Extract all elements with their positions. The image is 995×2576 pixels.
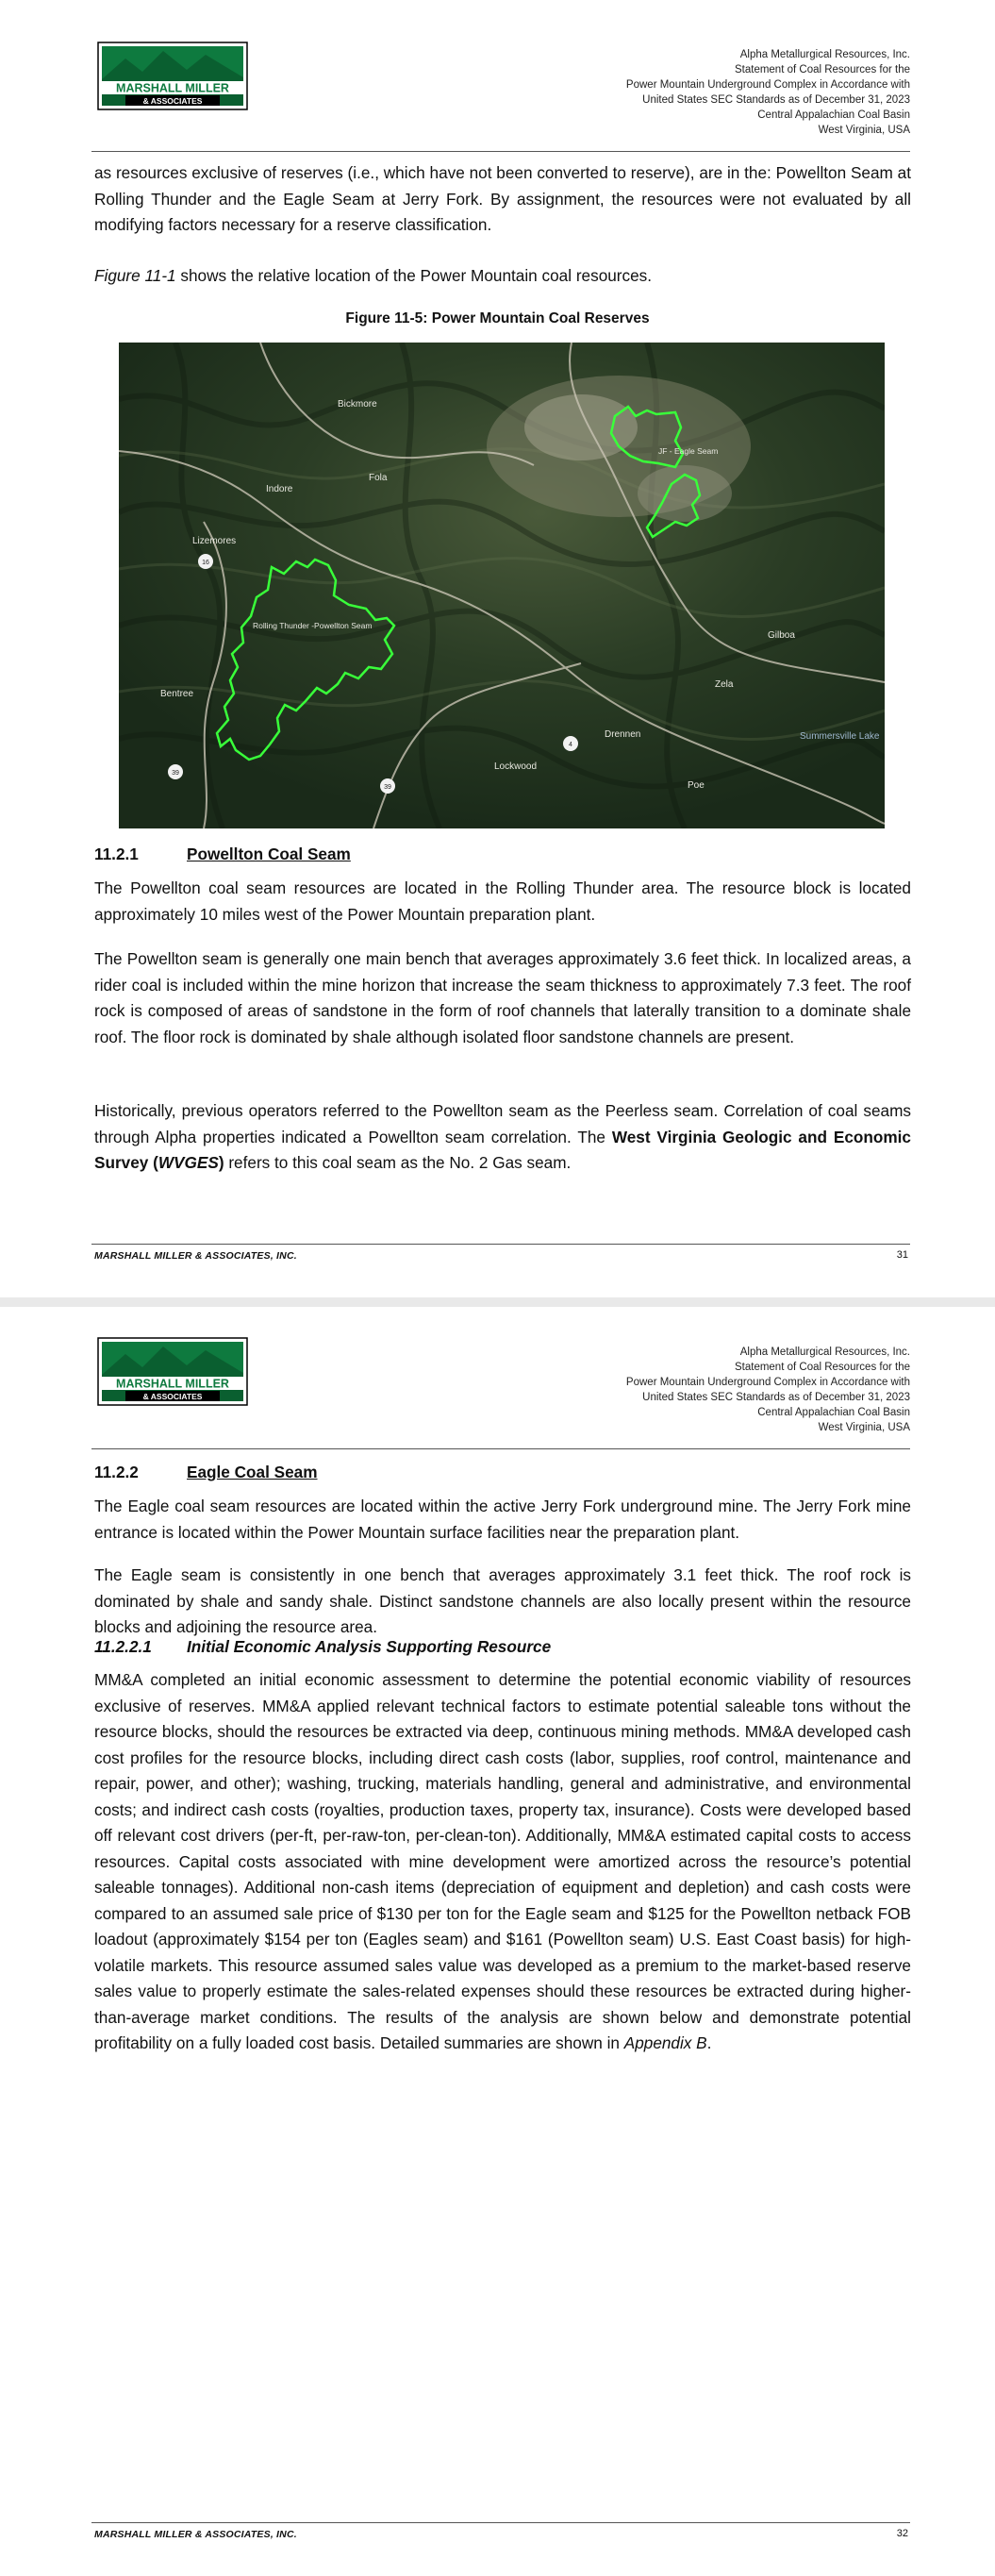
header-line: United States SEC Standards as of December 31, 2023 [642,1392,910,1403]
map-label-zela: Zela [715,679,734,690]
powellton-paragraph-3: Historically, previous operators referred to the Powellton seam as the Peerless seam. Correlation of coal seams through Alpha properties indicated a Powellton seam correlation. The West Virginia Geologic and Economic Survey (WVGES) refers to this coal seam as the No. 2 Gas seam. [94,1101,911,1172]
map-label-rolling-thunder: Rolling Thunder -Powellton Seam [253,621,373,630]
map-label-bentree: Bentree [160,689,194,699]
section-number: 11.2.1 [94,845,139,863]
section-title: Eagle Coal Seam [187,1463,318,1481]
svg-text:& ASSOCIATES: & ASSOCIATES [142,1392,203,1401]
header-line: Alpha Metallurgical Resources, Inc. [739,49,910,60]
map-label-indore: Indore [266,484,293,494]
route-shield [198,554,213,569]
map-label-poe: Poe [688,780,705,791]
svg-text:& ASSOCIATES: & ASSOCIATES [142,96,203,106]
map-label-bickmore: Bickmore [338,399,377,410]
economic-analysis-paragraph: MM&A completed an initial economic assessment to determine the potential economic viability of resources exclusive of reserves. MM&A applied relevant technical factors to estimate potential saleable tons without the resource blocks, should the resources be extracted via deep, continuous mining methods. MM&A developed cash cost profiles for the resource blocks, including direct cash costs (labor, supplies, roof control, maintenance and repair, power, and other); washing, trucking, materials handling, general and administrative, and environmental costs; and indirect cash costs (royalties, production taxes, property tax, insurance). Costs were developed based off relevant cost drivers (per-ft, per-raw-ton, per-clean-ton). Additionally, MM&A estimated capital costs to access resources. Capital costs associated with mine development were amortized across the resource’s potential saleable tonnages). Additional non-cash items (depreciation of equipment and depletion) and cash costs were compared to an assumed sale price of $130 per ton for the Eagle seam and $125 for the Powellton netback FOB loadout (approximately $154 per ton (Eagles seam) and $161 (Powellton seam) U.S. East Coast basis) for high-volatile markets. This resource assumed sales value was developed as a premium to the market-based reserve sales value to properly estimate the sales-related expenses should these resources be extracted during higher-than-average market conditions. The results of the analysis are shown below and demonstrate potential profitability on a fully loaded cost basis. Detailed summaries are shown in Appendix B. [94,1670,911,2052]
svg-text:39: 39 [384,784,391,791]
header-rule [91,151,910,152]
header-line: United States SEC Standards as of December 31, 2023 [642,94,910,106]
map-label-lizemores: Lizemores [192,536,237,546]
header-line: Central Appalachian Coal Basin [757,109,910,121]
footer-rule [91,2522,910,2523]
map-label-lockwood: Lockwood [494,761,538,772]
svg-text:4: 4 [569,742,572,748]
map-label-fola: Fola [369,473,388,483]
powellton-paragraph-2: The Powellton seam is generally one main bench that averages approximately 3.6 feet thick. In localized areas, a rider coal is included within the mine horizon that increase the seam thickness to approximately 7.3 feet. The roof rock is composed of areas of sandstone in the form of roof channels that laterally transition to a dominate shale roof. The floor rock is dominated by shale although isolated floor sandstone channels are present. [94,949,911,1046]
subsection-title: Initial Economic Analysis Supporting Resource [187,1637,552,1656]
footer-rule [91,1244,910,1245]
header-rule [91,1448,910,1449]
document-header [626,47,910,138]
svg-text:16: 16 [202,560,209,566]
section-heading-eagle [94,1463,318,1482]
header-line: Statement of Coal Resources for the [734,1362,910,1373]
header-line: Power Mountain Underground Complex in Accordance with [625,1377,910,1388]
figure-caption: Figure 11-5: Power Mountain Coal Reserves [345,310,650,326]
page-number: 31 [896,1249,908,1261]
figure-link: Figure 11-1 [94,266,176,285]
section-title: Powellton Coal Seam [187,845,351,863]
header-line: Alpha Metallurgical Resources, Inc. [739,1347,910,1358]
section-number: 11.2.2 [94,1463,139,1481]
footer-company: MARSHALL MILLER & ASSOCIATES, INC. [94,2529,297,2540]
footer-company: MARSHALL MILLER & ASSOCIATES, INC. [94,1250,297,1262]
header-line: Statement of Coal Resources for the [734,64,910,75]
eagle-paragraph-1: The Eagle coal seam resources are located within the active Jerry Fork underground mine. The Jerry Fork mine entrance is located within the Power Mountain surface facilities near the preparation plant. [94,1497,911,1542]
appendix-reference: Appendix B [623,2033,707,2052]
header-line: West Virginia, USA [818,1422,910,1433]
map-label-summersville-lake: Summersville Lake [800,731,880,742]
route-shield [168,764,183,779]
section-heading-powellton [94,845,351,864]
svg-text:39: 39 [172,770,179,777]
map-label-jerry-fork: JF - Eagle Seam [658,446,719,456]
header-line: Power Mountain Underground Complex in Accordance with [625,79,910,91]
intro-paragraph: as resources exclusive of reserves (i.e., which have not been converted to reserve), are in the: Powellton Seam at Rolling Thunder and the Eagle Seam at Jerry Fork. By assignment, the resources were not evaluated by all modifying factors necessary for a reserve classification. [94,163,911,234]
route-shield [563,736,578,751]
map-label-gilboa: Gilboa [768,630,795,641]
page-32 [0,1307,995,2576]
header-line: West Virginia, USA [818,125,910,136]
page-number: 32 [896,2528,908,2539]
route-shield [380,778,395,794]
svg-text:MARSHALL MILLER: MARSHALL MILLER [116,81,229,95]
eagle-paragraph-2: The Eagle seam is consistently in one bench that averages approximately 3.1 feet thick. The roof rock is dominated by shale and sandy shale. Distinct sandstone channels are also locally present within the resource blocks and adjoining the resource area. [94,1565,911,1636]
map-label-drennen: Drennen [605,729,641,740]
document-header [626,1345,910,1435]
company-logo [97,42,248,110]
subsection-number: 11.2.2.1 [94,1637,152,1656]
header-line: Central Appalachian Coal Basin [757,1407,910,1418]
svg-text:MARSHALL MILLER: MARSHALL MILLER [116,1377,229,1391]
coal-resources-map [119,343,885,828]
subsection-heading [94,1637,551,1657]
figure-reference: Figure 11-1 shows the relative location of the Power Mountain coal resources. [94,266,653,285]
company-logo [97,1337,248,1406]
powellton-paragraph-1: The Powellton coal seam resources are located in the Rolling Thunder area. The resource block is located approximately 10 miles west of the Power Mountain preparation plant. [94,878,911,924]
